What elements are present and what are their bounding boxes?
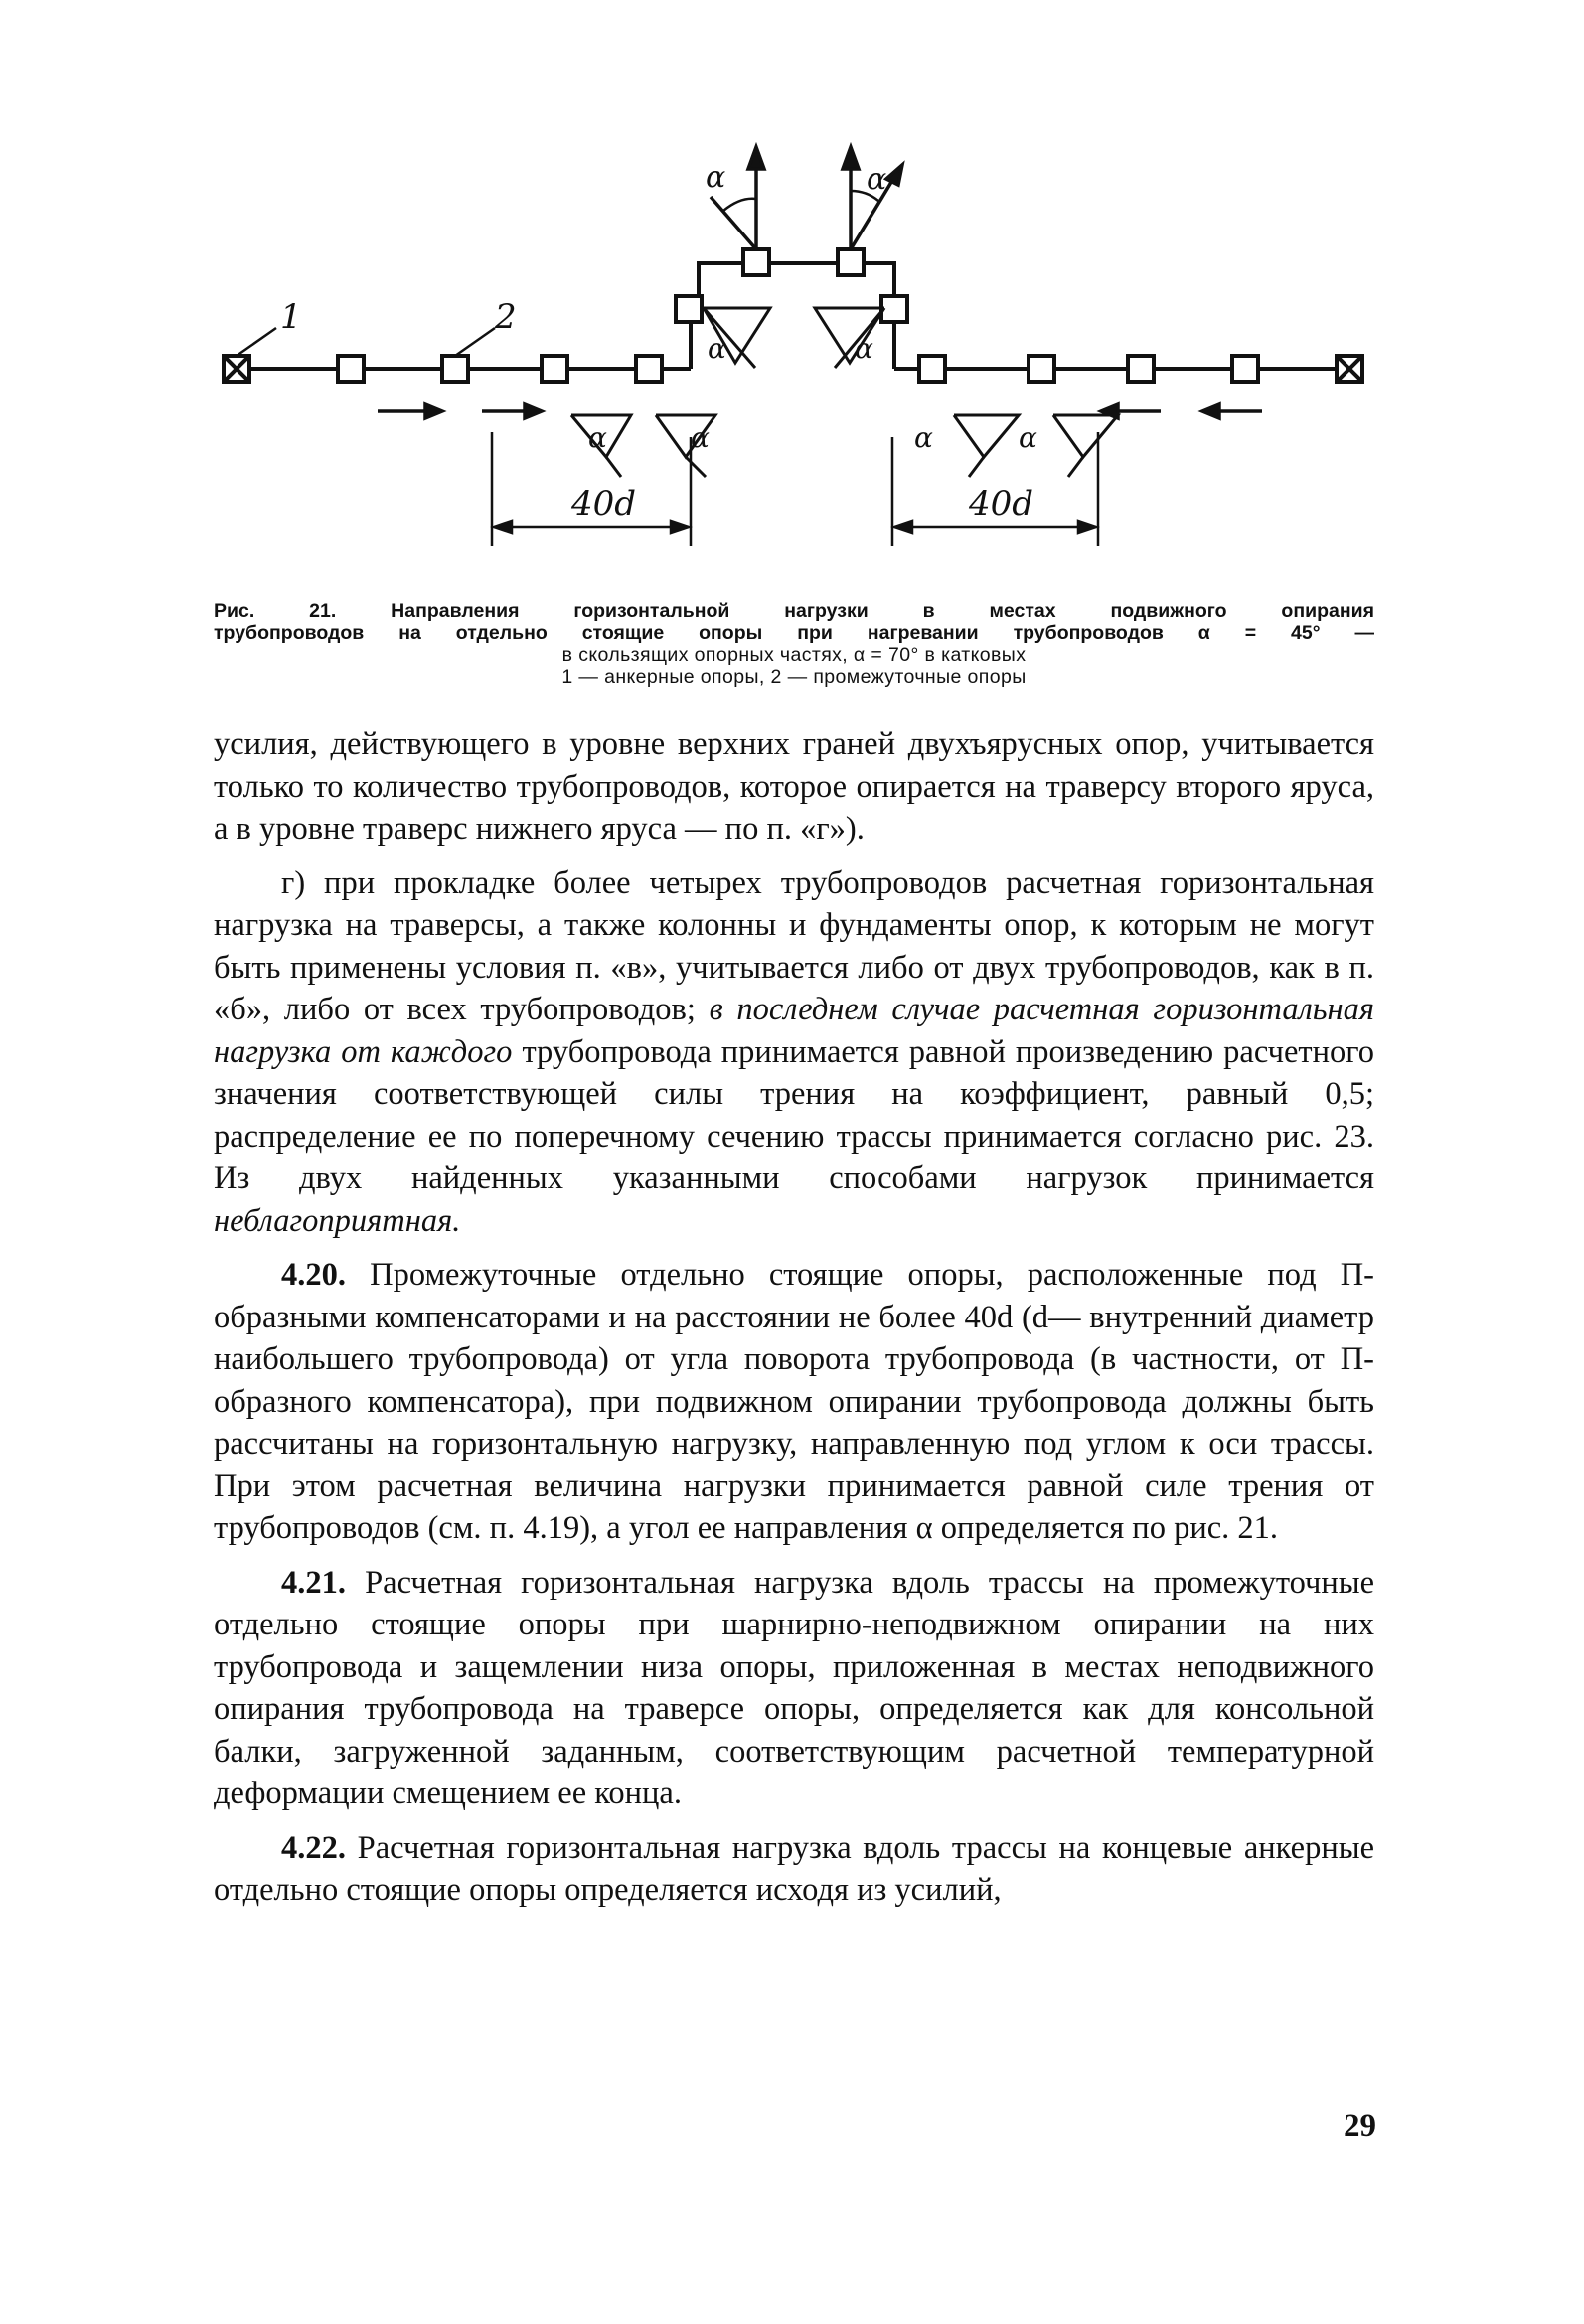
caption-line: трубопроводов на отдельно стоящие опоры при нагревании трубопроводов α = 45° — [214,622,1374,644]
label-2-leader [455,328,495,356]
dimension-label-right: 40d [969,484,1034,524]
dimension-label-left: 40d [571,484,637,524]
alpha-label: α [708,332,726,365]
figure-caption [214,600,1374,688]
intermediate-support [676,296,702,322]
italic-text: в последнем случае расчетная горизонтальная нагрузка от каждого [214,992,1375,1070]
paragraph [214,1254,1374,1550]
intermediate-support [442,356,468,382]
alpha-label: α [855,332,873,365]
angle-marker [954,415,1019,457]
paragraph: усилия, действующего в уровне верхних граней двухъярусных опор, учитывается только то количество трубопроводов, которое опирается на траверсу второго яруса, а в уровне траверс нижнего яруса — по п. «г»). [214,726,1374,847]
alpha-label: α [706,160,726,195]
section-number: 4.22. [281,1829,346,1866]
alpha-label: α [1019,421,1037,454]
paragraph-text: г) при прокладке более четырех трубопроводов расчетная горизонтальная нагрузка на траверсы, а также колонны и фундаменты опор, к которым не могут быть применены условия п. «в», учитывается либо от двух трубопроводов, как в п. «б», либо от всех трубопроводов; [214,864,1374,1027]
italic-text: неблагоприятная. [214,1202,461,1239]
intermediate-support [838,249,864,275]
intermediate-support [743,249,769,275]
body-text [214,723,1374,1924]
alpha-label: α [914,421,933,454]
alpha-label: α [691,421,710,454]
intermediate-support [636,356,662,382]
intermediate-support [1029,356,1054,382]
paragraph-text: Промежуточные отдельно стоящие опоры, расположенные под П-образными компенсаторами и на расстоянии не более 40d (d— внутренний диаметр наибольшего трубопровода) от угла поворота трубопровода (в частности, от П-образного компенсатора), при подвижном опирании трубопровода должны быть рассчитаны на горизонтальную нагрузку, направленную под углом к оси трассы. При этом расчетная величина нагрузки принимается равной силе трения от трубопроводов (см. п. 4.19), а угол ее направления α определяется по рис. 21. [214,1257,1375,1546]
paragraph-text: Расчетная горизонтальная нагрузка вдоль трассы на промежуточные отдельно стоящие опоры при шарнирно-неподвижном опирании на них трубопровода и защемлении низа опоры, приложенная в местах неподвижного опирания трубопровода на траверсе опоры, определяется как для консольной балки, загруженной заданным, соответствующим расчетной температурной деформации смещением ее конца. [214,1564,1374,1811]
paragraph-text: Расчетная горизонтальная нагрузка вдоль трассы на концевые анкерные отдельно стоящие опоры определяется исходя из усилий, [214,1829,1374,1908]
paragraph [214,862,1374,1243]
paragraph-text: трубопровода принимается равной произведению расчетного значения соответствующей силы трения на коэффициент, равный 0,5; распределение ее по поперечному сечению трассы принимается согласно рис. 23. Из двух найденных указанными способами нагрузок принимается [214,1033,1374,1196]
caption-line: Рис. 21. Направления горизонтальной нагрузки в местах подвижного опирания [214,600,1374,622]
intermediate-support [919,356,945,382]
page-number: 29 [1344,2108,1376,2144]
section-number: 4.20. [281,1257,346,1293]
intermediate-support [1232,356,1258,382]
caption-line: в скользящих опорных частях, α = 70° в катковых [561,644,1027,666]
pipeline-support-diagram [199,139,1391,576]
angle-marker [1053,415,1118,457]
alpha-label: α [588,421,607,454]
angle-marker [815,308,884,363]
paragraph [214,1827,1374,1912]
caption-line: 1 — анкерные опоры, 2 — промежуточные опоры [561,666,1027,688]
figure-21-diagram [199,139,1391,576]
intermediate-support [542,356,567,382]
section-number: 4.21. [281,1564,346,1601]
angle-arc [723,199,756,211]
intermediate-support [1128,356,1154,382]
label-1-leader [237,328,276,356]
label-intermediate: 2 [495,297,517,337]
alpha-label: α [867,162,887,197]
label-anchor: 1 [280,297,302,337]
intermediate-support [338,356,364,382]
paragraph [214,1562,1374,1815]
